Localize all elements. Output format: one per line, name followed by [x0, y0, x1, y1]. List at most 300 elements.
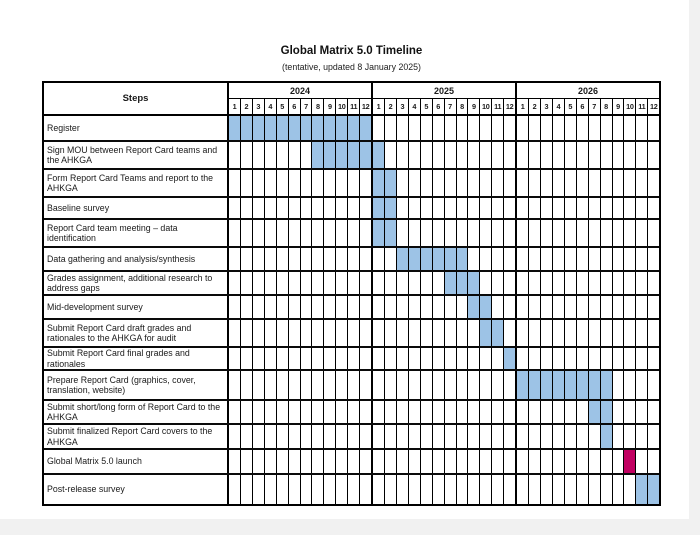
- empty-month-cell: [504, 450, 517, 473]
- empty-month-cell: [577, 170, 589, 196]
- empty-month-cell: [589, 425, 601, 448]
- month-label: 11: [636, 99, 648, 114]
- empty-month-cell: [301, 272, 313, 294]
- empty-month-cell: [421, 198, 433, 218]
- empty-month-cell: [517, 296, 529, 318]
- empty-month-cell: [565, 401, 577, 423]
- empty-month-cell: [348, 401, 360, 423]
- empty-month-cell: [265, 320, 277, 346]
- empty-month-cell: [553, 170, 565, 196]
- empty-month-cell: [277, 198, 289, 218]
- empty-month-cell: [265, 142, 277, 168]
- empty-month-cell: [241, 425, 253, 448]
- empty-month-cell: [541, 272, 553, 294]
- empty-month-cell: [529, 220, 541, 246]
- empty-month-cell: [312, 371, 324, 399]
- empty-month-cell: [336, 220, 348, 246]
- empty-month-cell: [468, 320, 480, 346]
- empty-month-cell: [601, 475, 613, 504]
- empty-month-cell: [577, 450, 589, 473]
- month-label: 12: [504, 99, 517, 114]
- gantt-bar-cell: [433, 248, 445, 270]
- empty-month-cell: [348, 198, 360, 218]
- gantt-bar-cell: [421, 248, 433, 270]
- empty-month-cell: [229, 272, 241, 294]
- month-label: 3: [541, 99, 553, 114]
- empty-month-cell: [336, 170, 348, 196]
- empty-month-cell: [289, 450, 301, 473]
- empty-month-cell: [253, 272, 265, 294]
- empty-month-cell: [289, 475, 301, 504]
- empty-month-cell: [589, 320, 601, 346]
- empty-month-cell: [421, 371, 433, 399]
- empty-month-cell: [553, 348, 565, 369]
- gantt-bar-cell: [360, 116, 373, 140]
- empty-month-cell: [229, 371, 241, 399]
- empty-month-cell: [648, 450, 659, 473]
- gantt-bar-cell: [504, 348, 517, 369]
- month-label: 7: [301, 99, 313, 114]
- empty-month-cell: [517, 198, 529, 218]
- empty-month-cell: [504, 425, 517, 448]
- empty-month-cell: [636, 348, 648, 369]
- empty-month-cell: [433, 475, 445, 504]
- empty-month-cell: [445, 116, 457, 140]
- empty-month-cell: [241, 248, 253, 270]
- empty-month-cell: [301, 296, 313, 318]
- empty-month-cell: [457, 220, 469, 246]
- empty-month-cell: [336, 348, 348, 369]
- empty-month-cell: [636, 170, 648, 196]
- empty-month-cell: [480, 220, 492, 246]
- empty-month-cell: [492, 248, 504, 270]
- table-row: [44, 198, 659, 220]
- empty-month-cell: [253, 425, 265, 448]
- empty-month-cell: [385, 248, 397, 270]
- empty-month-cell: [468, 475, 480, 504]
- empty-month-cell: [301, 450, 313, 473]
- empty-month-cell: [648, 116, 659, 140]
- empty-month-cell: [553, 248, 565, 270]
- empty-month-cell: [324, 475, 336, 504]
- empty-month-cell: [553, 272, 565, 294]
- empty-month-cell: [397, 371, 409, 399]
- gantt-bar-cell: [517, 371, 529, 399]
- empty-month-cell: [589, 475, 601, 504]
- month-label: 10: [336, 99, 348, 114]
- empty-month-cell: [253, 475, 265, 504]
- table-row: [44, 170, 659, 198]
- empty-month-cell: [613, 475, 625, 504]
- empty-month-cell: [324, 348, 336, 369]
- empty-month-cell: [480, 450, 492, 473]
- step-label: Global Matrix 5.0 launch: [44, 450, 229, 473]
- gantt-bar-cell: [445, 272, 457, 294]
- empty-month-cell: [265, 248, 277, 270]
- empty-month-cell: [529, 450, 541, 473]
- month-cells: [229, 401, 659, 423]
- empty-month-cell: [373, 425, 385, 448]
- empty-month-cell: [253, 170, 265, 196]
- empty-month-cell: [289, 296, 301, 318]
- empty-month-cell: [553, 450, 565, 473]
- gantt-bar-cell: [468, 296, 480, 318]
- empty-month-cell: [541, 198, 553, 218]
- empty-month-cell: [504, 170, 517, 196]
- empty-month-cell: [348, 248, 360, 270]
- gantt-bar-cell: [480, 296, 492, 318]
- empty-month-cell: [445, 320, 457, 346]
- empty-month-cell: [648, 248, 659, 270]
- empty-month-cell: [504, 116, 517, 140]
- month-cells: [229, 170, 659, 196]
- empty-month-cell: [336, 371, 348, 399]
- month-label: 3: [253, 99, 265, 114]
- empty-month-cell: [397, 170, 409, 196]
- gantt-bar-cell: [480, 320, 492, 346]
- empty-month-cell: [457, 450, 469, 473]
- empty-month-cell: [312, 320, 324, 346]
- empty-month-cell: [433, 401, 445, 423]
- empty-month-cell: [312, 348, 324, 369]
- empty-month-cell: [624, 198, 636, 218]
- month-label: 1: [373, 99, 385, 114]
- month-label: 9: [324, 99, 336, 114]
- empty-month-cell: [336, 401, 348, 423]
- empty-month-cell: [541, 450, 553, 473]
- empty-month-cell: [636, 116, 648, 140]
- gantt-bar-cell: [265, 116, 277, 140]
- empty-month-cell: [457, 170, 469, 196]
- empty-month-cell: [613, 401, 625, 423]
- year-header-row: [229, 83, 659, 99]
- empty-month-cell: [229, 142, 241, 168]
- table-row: [44, 116, 659, 142]
- gantt-bar-cell: [589, 371, 601, 399]
- empty-month-cell: [289, 425, 301, 448]
- empty-month-cell: [324, 401, 336, 423]
- empty-month-cell: [565, 296, 577, 318]
- empty-month-cell: [348, 450, 360, 473]
- month-label: 10: [480, 99, 492, 114]
- gantt-bar-cell: [529, 371, 541, 399]
- empty-month-cell: [565, 450, 577, 473]
- month-cells: [229, 348, 659, 369]
- empty-month-cell: [601, 116, 613, 140]
- empty-month-cell: [301, 401, 313, 423]
- empty-month-cell: [589, 248, 601, 270]
- empty-month-cell: [385, 320, 397, 346]
- empty-month-cell: [553, 116, 565, 140]
- empty-month-cell: [265, 348, 277, 369]
- empty-month-cell: [601, 170, 613, 196]
- empty-month-cell: [613, 371, 625, 399]
- empty-month-cell: [565, 320, 577, 346]
- empty-month-cell: [312, 475, 324, 504]
- empty-month-cell: [397, 320, 409, 346]
- empty-month-cell: [624, 296, 636, 318]
- empty-month-cell: [241, 320, 253, 346]
- empty-month-cell: [589, 142, 601, 168]
- table-row: [44, 348, 659, 371]
- empty-month-cell: [253, 248, 265, 270]
- empty-month-cell: [433, 116, 445, 140]
- empty-month-cell: [589, 450, 601, 473]
- empty-month-cell: [529, 142, 541, 168]
- empty-month-cell: [492, 272, 504, 294]
- empty-month-cell: [253, 320, 265, 346]
- empty-month-cell: [492, 425, 504, 448]
- table-row: [44, 475, 659, 504]
- empty-month-cell: [421, 320, 433, 346]
- empty-month-cell: [480, 348, 492, 369]
- empty-month-cell: [241, 272, 253, 294]
- empty-month-cell: [277, 450, 289, 473]
- table-body: [44, 116, 659, 504]
- empty-month-cell: [504, 475, 517, 504]
- step-label: Prepare Report Card (graphics, cover, translation, website): [44, 371, 229, 399]
- step-label: Data gathering and analysis/synthesis: [44, 248, 229, 270]
- empty-month-cell: [348, 296, 360, 318]
- empty-month-cell: [336, 320, 348, 346]
- gantt-bar-cell: [348, 116, 360, 140]
- empty-month-cell: [385, 425, 397, 448]
- month-cells: [229, 116, 659, 140]
- empty-month-cell: [421, 475, 433, 504]
- empty-month-cell: [445, 220, 457, 246]
- empty-month-cell: [445, 401, 457, 423]
- month-label: 2: [385, 99, 397, 114]
- empty-month-cell: [277, 371, 289, 399]
- empty-month-cell: [624, 170, 636, 196]
- month-label: 4: [409, 99, 421, 114]
- empty-month-cell: [468, 248, 480, 270]
- empty-month-cell: [457, 320, 469, 346]
- empty-month-cell: [421, 450, 433, 473]
- empty-month-cell: [373, 320, 385, 346]
- empty-month-cell: [409, 450, 421, 473]
- empty-month-cell: [229, 475, 241, 504]
- empty-month-cell: [265, 371, 277, 399]
- empty-month-cell: [565, 272, 577, 294]
- empty-month-cell: [601, 320, 613, 346]
- empty-month-cell: [241, 401, 253, 423]
- step-label: Form Report Card Teams and report to the AHKGA: [44, 170, 229, 196]
- empty-month-cell: [613, 296, 625, 318]
- empty-month-cell: [577, 248, 589, 270]
- empty-month-cell: [253, 220, 265, 246]
- empty-month-cell: [312, 220, 324, 246]
- empty-month-cell: [373, 272, 385, 294]
- empty-month-cell: [601, 296, 613, 318]
- empty-month-cell: [336, 425, 348, 448]
- empty-month-cell: [457, 198, 469, 218]
- empty-month-cell: [241, 220, 253, 246]
- empty-month-cell: [601, 220, 613, 246]
- gantt-bar-cell: [373, 142, 385, 168]
- empty-month-cell: [385, 142, 397, 168]
- empty-month-cell: [277, 475, 289, 504]
- empty-month-cell: [529, 401, 541, 423]
- empty-month-cell: [457, 401, 469, 423]
- empty-month-cell: [613, 170, 625, 196]
- empty-month-cell: [445, 142, 457, 168]
- empty-month-cell: [301, 170, 313, 196]
- empty-month-cell: [648, 425, 659, 448]
- empty-month-cell: [613, 198, 625, 218]
- page-subtitle: (tentative, updated 8 January 2025): [282, 62, 421, 72]
- empty-month-cell: [385, 475, 397, 504]
- empty-month-cell: [241, 475, 253, 504]
- table-header: [44, 83, 659, 116]
- empty-month-cell: [445, 475, 457, 504]
- empty-month-cell: [492, 142, 504, 168]
- empty-month-cell: [433, 170, 445, 196]
- empty-month-cell: [613, 348, 625, 369]
- empty-month-cell: [312, 425, 324, 448]
- empty-month-cell: [541, 401, 553, 423]
- empty-month-cell: [289, 320, 301, 346]
- gantt-bar-cell: [601, 425, 613, 448]
- step-label: Baseline survey: [44, 198, 229, 218]
- empty-month-cell: [577, 296, 589, 318]
- gantt-bar-cell: [241, 116, 253, 140]
- empty-month-cell: [636, 401, 648, 423]
- empty-month-cell: [421, 220, 433, 246]
- empty-month-cell: [589, 348, 601, 369]
- empty-month-cell: [457, 142, 469, 168]
- empty-month-cell: [348, 272, 360, 294]
- empty-month-cell: [468, 170, 480, 196]
- empty-month-cell: [492, 401, 504, 423]
- empty-month-cell: [648, 142, 659, 168]
- empty-month-cell: [360, 348, 373, 369]
- empty-month-cell: [397, 116, 409, 140]
- empty-month-cell: [565, 248, 577, 270]
- empty-month-cell: [409, 320, 421, 346]
- empty-month-cell: [504, 220, 517, 246]
- empty-month-cell: [360, 450, 373, 473]
- empty-month-cell: [336, 198, 348, 218]
- month-cells: [229, 296, 659, 318]
- empty-month-cell: [480, 401, 492, 423]
- empty-month-cell: [312, 296, 324, 318]
- table-row: [44, 401, 659, 425]
- empty-month-cell: [517, 142, 529, 168]
- step-label: Submit short/long form of Report Card to the AHKGA: [44, 401, 229, 423]
- empty-month-cell: [360, 371, 373, 399]
- empty-month-cell: [433, 371, 445, 399]
- empty-month-cell: [360, 425, 373, 448]
- empty-month-cell: [577, 142, 589, 168]
- empty-month-cell: [480, 475, 492, 504]
- empty-month-cell: [324, 198, 336, 218]
- table-row: [44, 142, 659, 170]
- empty-month-cell: [445, 296, 457, 318]
- gantt-bar-cell: [324, 142, 336, 168]
- empty-month-cell: [504, 198, 517, 218]
- month-label: 2: [529, 99, 541, 114]
- empty-month-cell: [517, 220, 529, 246]
- empty-month-cell: [397, 475, 409, 504]
- empty-month-cell: [241, 348, 253, 369]
- empty-month-cell: [385, 450, 397, 473]
- empty-month-cell: [289, 248, 301, 270]
- gantt-bar-cell: [492, 320, 504, 346]
- empty-month-cell: [301, 142, 313, 168]
- step-label: Submit Report Card draft grades and rationales to the AHKGA for audit: [44, 320, 229, 346]
- empty-month-cell: [265, 272, 277, 294]
- empty-month-cell: [265, 170, 277, 196]
- month-cells: [229, 475, 659, 504]
- gantt-bar-cell: [397, 248, 409, 270]
- empty-month-cell: [421, 272, 433, 294]
- empty-month-cell: [336, 248, 348, 270]
- page-title: Global Matrix 5.0 Timeline: [280, 45, 423, 57]
- empty-month-cell: [529, 272, 541, 294]
- gantt-bar-cell: [468, 272, 480, 294]
- gantt-bar-cell: [601, 401, 613, 423]
- empty-month-cell: [613, 320, 625, 346]
- empty-month-cell: [541, 348, 553, 369]
- empty-month-cell: [324, 296, 336, 318]
- empty-month-cell: [409, 475, 421, 504]
- table-row: [44, 450, 659, 475]
- month-cells: [229, 142, 659, 168]
- empty-month-cell: [457, 116, 469, 140]
- empty-month-cell: [457, 425, 469, 448]
- empty-month-cell: [277, 142, 289, 168]
- month-cells: [229, 450, 659, 473]
- empty-month-cell: [624, 248, 636, 270]
- empty-month-cell: [301, 425, 313, 448]
- gantt-bar-cell: [312, 142, 324, 168]
- empty-month-cell: [289, 142, 301, 168]
- table-row: [44, 371, 659, 401]
- empty-month-cell: [504, 142, 517, 168]
- empty-month-cell: [397, 220, 409, 246]
- empty-month-cell: [601, 450, 613, 473]
- empty-month-cell: [373, 248, 385, 270]
- gantt-bar-cell: [373, 198, 385, 218]
- month-label: 12: [360, 99, 373, 114]
- gantt-bar-cell: [229, 116, 241, 140]
- empty-month-cell: [229, 170, 241, 196]
- gantt-bar-cell: [253, 116, 265, 140]
- empty-month-cell: [517, 425, 529, 448]
- calendar-header: [229, 83, 659, 116]
- empty-month-cell: [397, 450, 409, 473]
- empty-month-cell: [409, 198, 421, 218]
- empty-month-cell: [517, 320, 529, 346]
- empty-month-cell: [336, 475, 348, 504]
- empty-month-cell: [624, 116, 636, 140]
- gantt-bar-cell: [324, 116, 336, 140]
- month-cells: [229, 198, 659, 218]
- empty-month-cell: [373, 371, 385, 399]
- empty-month-cell: [348, 425, 360, 448]
- empty-month-cell: [445, 198, 457, 218]
- empty-month-cell: [565, 348, 577, 369]
- empty-month-cell: [648, 296, 659, 318]
- empty-month-cell: [565, 116, 577, 140]
- empty-month-cell: [348, 475, 360, 504]
- empty-month-cell: [589, 272, 601, 294]
- empty-month-cell: [648, 170, 659, 196]
- empty-month-cell: [504, 272, 517, 294]
- empty-month-cell: [589, 198, 601, 218]
- empty-month-cell: [589, 116, 601, 140]
